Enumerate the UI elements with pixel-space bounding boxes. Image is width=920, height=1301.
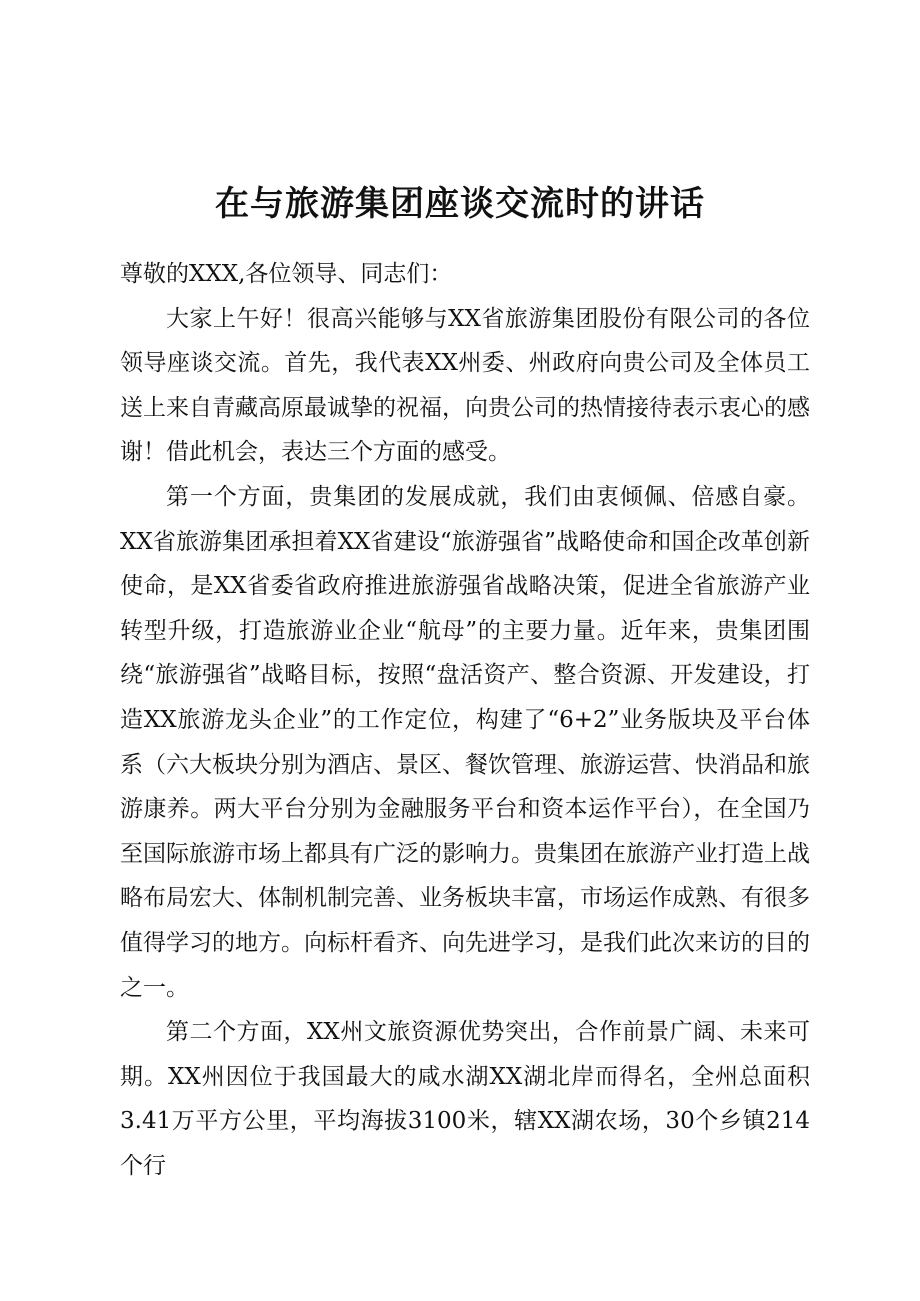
document-body bbox=[120, 252, 810, 1188]
paragraph-first-aspect: 第一个方面，贵集团的发展成就，我们由衷倾佩、倍感自豪。XX省旅游集团承担着XX省建设“旅游强省”战略使命和国企改革创新使命，是XX省委省政府推进旅游强省战略决策，促进全省旅游产业转型升级，打造旅游业企业“航母”的主要力量。近年来，贵集团围绕“旅游强省”战略目标，按照“盘活资产、整合资源、开发建设，打造XX旅游龙头企业”的工作定位，构建了“6+2”业务版块及平台体系（六大板块分别为酒店、景区、餐饮管理、旅游运营、快消品和旅游康养。两大平台分别为金融服务平台和资本运作平台），在全国乃至国际旅游市场上都具有广泛的影响力。贵集团在旅游产业打造上战略布局宏大、体制机制完善、业务板块丰富，市场运作成熟、有很多值得学习的地方。向标杆看齐、向先进学习，是我们此次来访的目的之一。 bbox=[120, 483, 810, 1001]
paragraph-second-aspect: 第二个方面，XX州文旅资源优势突出，合作前景广阔、未来可期。XX州因位于我国最大的咸水湖XX湖北岸而得名，全州总面积3.41万平方公里，平均海拔3100米，辖XX湖农场，30个乡镇214个行 bbox=[120, 1019, 810, 1179]
paragraph-greeting: 大家上午好！很高兴能够与XX省旅游集团股份有限公司的各位领导座谈交流。首先，我代表XX州委、州政府向贵公司及全体员工送上来自青藏高原最诚挚的祝福，向贵公司的热情接待表示衷心的感谢！借此机会，表达三个方面的感受。 bbox=[120, 305, 810, 466]
salutation: 尊敬的XXX,各位领导、同志们： bbox=[120, 261, 453, 287]
document-title: 在与旅游集团座谈交流时的讲话 bbox=[215, 183, 705, 224]
